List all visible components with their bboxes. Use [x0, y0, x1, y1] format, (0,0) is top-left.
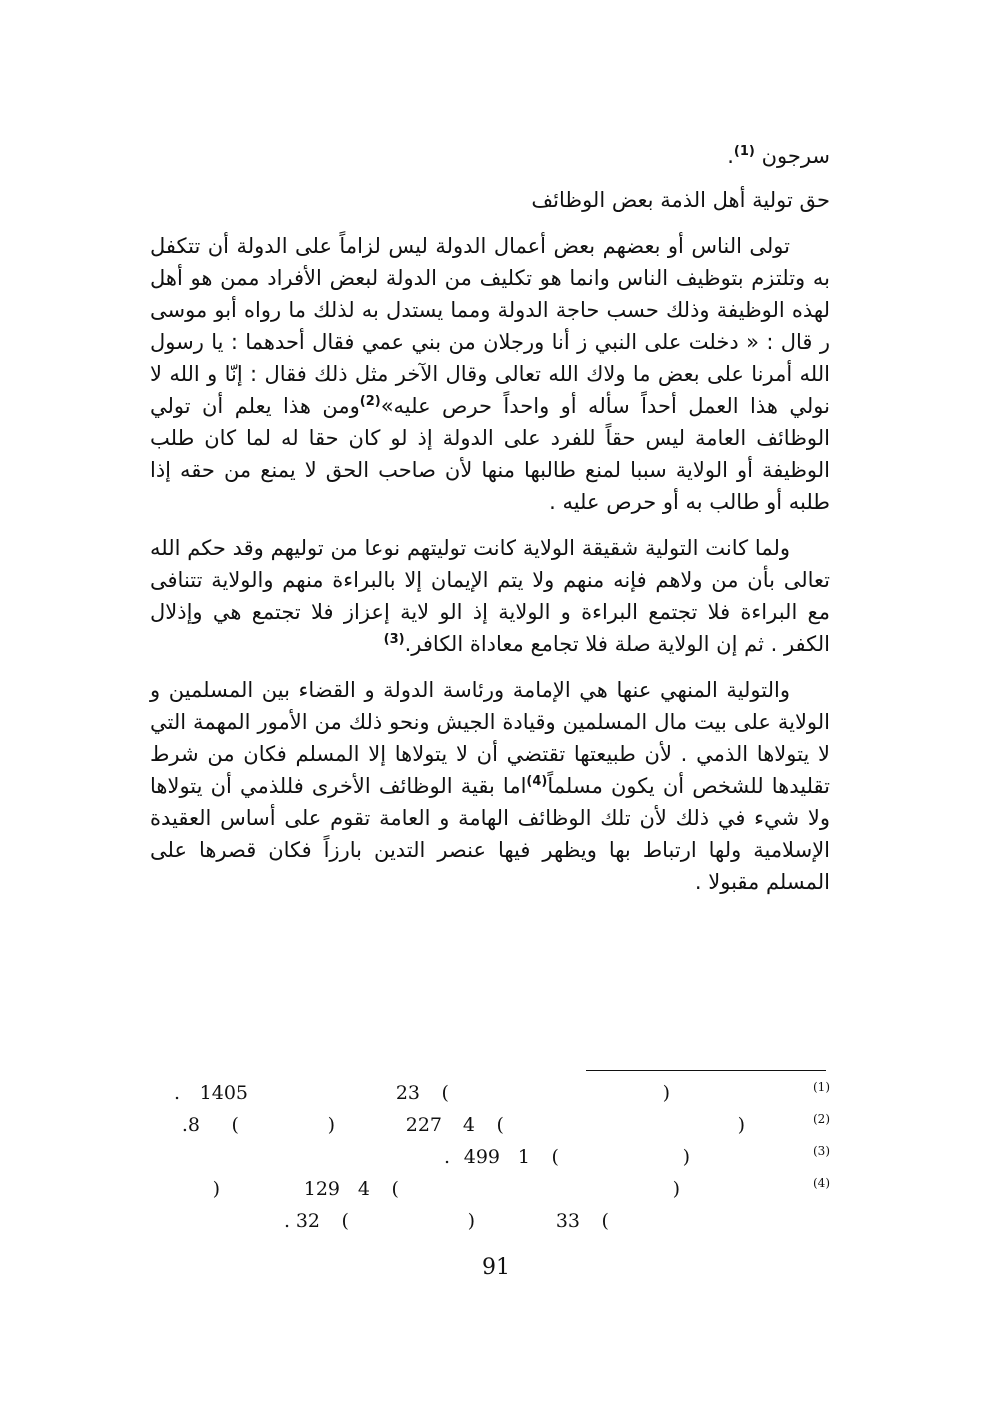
paragraph-3-text-a: والتولية المنهي عنها هي الإمامة ورئاسة الدولة و القضاء بين المسلمين و الولاية على بيت مال المسلمين وقيادة الجيش ونحو ذلك من الأمور المهمة التي لا يتولاها الذمي . لأن طبيعتها تقتضي أن لا يتولاها إلا المسلم فكان من شرط تقليدها للشخص أن يكون مسلماً: [150, 678, 830, 798]
footnote-mark: (2): [813, 1112, 830, 1126]
page-body: [150, 140, 830, 912]
paragraph-2-text-a: ولما كانت التولية شقيقة الولاية كانت توليتهم نوعا من توليهم وقد حكم الله تعالى بأن من ولاهم فإنه منهم ولا يتم الإيمان إلا بالبراءة منهم والولاية تتنافى مع البراءة فلا تجتمع البراءة و الولاية إذ الو لاية إعزاز فلا تجتمع هي وإذلال الكفر . ثم إن الولاية صلة فلا تجامع معاداة الكافر.: [150, 536, 830, 656]
footnote-text: 4: [357, 1178, 370, 1200]
footnote-ref-4[interactable]: (4): [526, 774, 548, 789]
footnote-text: ): [467, 1210, 475, 1232]
footnote-ref-1[interactable]: (1): [733, 144, 755, 159]
footnote-mark: (3): [813, 1144, 830, 1158]
paragraph-2: [150, 532, 830, 660]
footnote-text: 23: [395, 1082, 420, 1104]
footnote-text: 1: [517, 1146, 530, 1168]
intro-line: [150, 140, 830, 172]
footnote-1: [150, 1080, 830, 1112]
page-number: 91: [482, 1255, 510, 1280]
footnote-text: .: [443, 1146, 450, 1168]
footnote-mark: (1): [813, 1080, 830, 1094]
footnote-text: ): [662, 1082, 670, 1104]
paragraph-3-text-b: اما بقية الوظائف الأخرى فللذمي أن يتولاها ولا شيء في ذلك لأن تلك الوظائف الهامة و العامة تقوم على أساس العقيدة الإسلامية ولها ارتباط بها ويظهر فيها عنصر التدين بارزاً فكان قصرها على المسلم مقبولا .: [150, 774, 830, 894]
footnote-text: ): [327, 1114, 335, 1136]
footnote-text: ): [672, 1178, 680, 1200]
footnote-text: 4: [462, 1114, 475, 1136]
footnote-text: 33: [555, 1210, 580, 1232]
paragraph-1-text-b: ومن هذا يعلم أن تولي الوظائف العامة ليس حقاً للفرد على الدولة إذ لو كان حقا له لما كان طلب الوظيفة أو الولاية سببا لمنع طالبها منها لأن صاحب الحق لا يمنع من حقه إذا طلبه أو طالب به أو حرص عليه .: [150, 394, 830, 514]
footnote-text: (: [231, 1114, 245, 1136]
footnote-2: [150, 1112, 830, 1144]
footnote-text: ): [737, 1114, 745, 1136]
footnote-text: 499: [463, 1146, 500, 1168]
footnote-4: [150, 1176, 830, 1208]
footnote-text: ): [212, 1178, 220, 1200]
footnote-text: (: [496, 1114, 510, 1136]
footnote-divider: [586, 1070, 826, 1071]
intro-text: سرجون: [761, 144, 830, 168]
paragraph-1: [150, 230, 830, 518]
section-heading: حق تولية أهل الذمة بعض الوظائف: [531, 188, 830, 212]
footnote-text: 227: [405, 1114, 442, 1136]
footnote-text: (: [551, 1146, 565, 1168]
footnote-ref-3[interactable]: (3): [383, 632, 405, 647]
footnote-text: (: [601, 1210, 615, 1232]
footnote-3: [150, 1144, 830, 1176]
footnote-ref-2[interactable]: (2): [359, 394, 381, 409]
footnote-text: .: [283, 1210, 290, 1232]
footnote-text: .: [173, 1082, 180, 1104]
footnote-4-cont: [150, 1208, 830, 1240]
footnote-text: .8: [181, 1114, 200, 1136]
intro-tail: .: [727, 144, 734, 168]
paragraph-1-text-a: تولى الناس أو بعضهم بعض أعمال الدولة ليس لزاماً على الدولة أن تتكفل به وتلتزم بتوظيف الناس وانما هو تكليف من الدولة لبعض الأفراد ممن هو أهل لهذه الوظيفة وذلك حسب حاجة الدولة ومما يستدل به لذلك ما رواه أبو موسى ر قال : « دخلت على النبي ز أنا ورجلان من بني عمي فقال أحدهما : يا رسول الله أمرنا على بعض ما ولاك الله تعالى وقال الآخر مثل ذلك فقال : إنّا و الله لا نولي هذا العمل أحداً سأله أو واحداً حرص عليه»: [150, 234, 830, 418]
footnote-text: 32: [295, 1210, 320, 1232]
footnote-mark: (4): [813, 1176, 830, 1190]
footnotes: [150, 1080, 830, 1240]
footnote-text: (: [441, 1082, 455, 1104]
footnote-text: 129: [303, 1178, 340, 1200]
footnote-text: ): [682, 1146, 690, 1168]
paragraph-3: [150, 674, 830, 898]
footnote-text: (: [391, 1178, 405, 1200]
footnote-text: (: [341, 1210, 355, 1232]
footnote-text: 1405: [199, 1082, 248, 1104]
